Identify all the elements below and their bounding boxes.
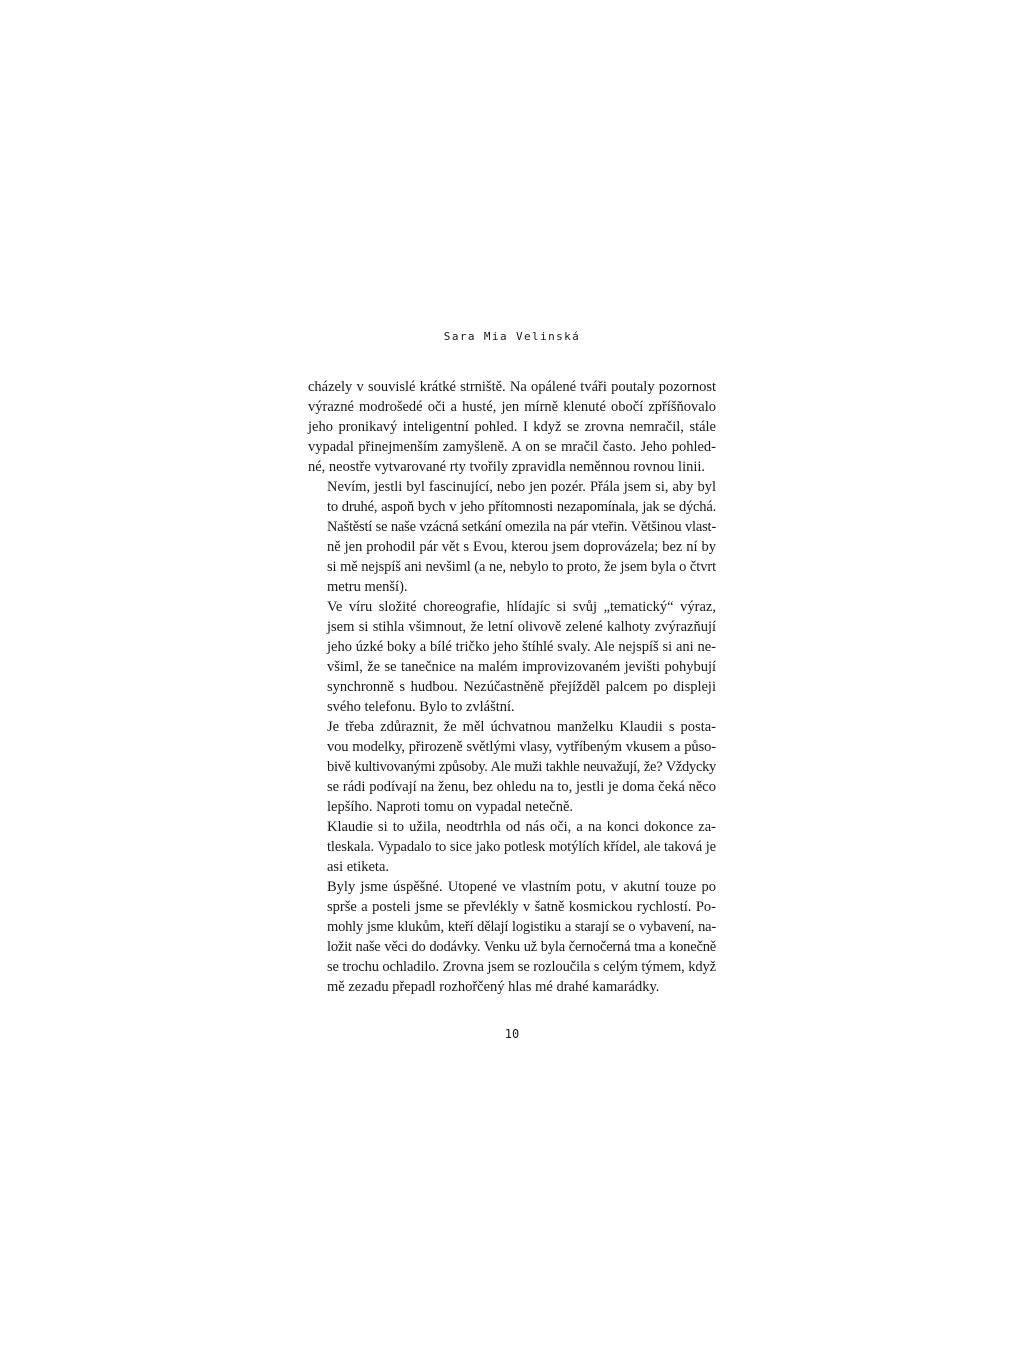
text-line: jeho pronikavý inteligentní pohled. I když se zrovna nemračil, stále <box>308 419 716 435</box>
paragraph <box>308 377 716 477</box>
text-line: Je třeba zdůraznit, že měl úchvatnou manželku Klaudii s posta- <box>327 719 716 735</box>
text-line: vou modelky, přirozeně světlými vlasy, vytříbeným vkusem a půso- <box>327 739 716 755</box>
paragraph <box>308 817 716 877</box>
body-text <box>308 377 716 997</box>
text-line: ložit naše věci do dodávky. Venku už byla černočerná tma a konečně <box>327 939 716 955</box>
text-line: synchronně s hudbou. Nezúčastněně přejížděl palcem po displeji <box>327 679 716 695</box>
text-line: jsem si stihla všimnout, že letní olivově zelené kalhoty zvýrazňují <box>327 619 716 635</box>
text-line: sprše a posteli jsme se převlékly v šatně kosmickou rychlostí. Po- <box>327 899 716 915</box>
text-line: bivě kultivovanými způsoby. Ale muži takhle neuvažují, že? Vždycky <box>327 759 716 775</box>
text-line: mě zezadu přepadl rozhořčený hlas mé drahé kamarádky. <box>327 979 660 995</box>
paragraph <box>308 877 716 997</box>
text-line: Klaudie si to užila, neodtrhla od nás oči, a na konci dokonce za- <box>327 819 716 835</box>
text-line: cházely v souvislé krátké strniště. Na opálené tváři poutaly pozornost <box>308 379 716 395</box>
text-line: svého telefonu. Bylo to zvláštní. <box>327 699 515 715</box>
text-line: mohly jsme klukům, kteří dělají logistiku a starají se o vybavení, na- <box>327 919 716 935</box>
text-line: všiml, že se tanečnice na malém improvizovaném jevišti pohybují <box>327 659 716 675</box>
text-line: se rádi podívají na ženu, bez ohledu na to, jestli je doma čeká něco <box>327 779 716 795</box>
text-line: tleskala. Vypadalo to sice jako potlesk motýlích křídel, ale taková je <box>327 839 716 855</box>
paragraph <box>308 477 716 597</box>
text-line: Ve víru složité choreografie, hlídajíc si svůj „tematický“ výraz, <box>327 599 716 615</box>
text-line: Byly jsme úspěšné. Utopené ve vlastním potu, v akutní touze po <box>327 879 716 895</box>
paragraph <box>308 717 716 817</box>
text-line: si mě nejspíš ani nevšiml (a ne, nebylo to proto, že jsem byla o čtvrt <box>327 559 716 575</box>
page-number: 10 <box>504 1027 520 1041</box>
text-line: vypadal přinejmenším zamyšleně. A on se mračil často. Jeho pohled- <box>308 439 716 455</box>
text-line: né, neostře vytvarované rty tvořily zpravidla neměnnou rovnou linii. <box>308 459 706 475</box>
running-head-author: Sara Mia Velinská <box>443 330 581 343</box>
text-line: jeho úzké boky a bílé tričko jeho štíhlé svaly. Ale nejspíš si ani ne- <box>327 639 716 655</box>
text-line: Naštěstí se naše vzácná setkání omezila na pár vteřin. Většinou vlast- <box>327 519 716 535</box>
text-line: ně jen prohodil pár vět s Evou, kterou jsem doprovázela; bez ní by <box>327 539 716 555</box>
text-line: výrazné modrošedé oči a husté, jen mírně klenuté obočí zpříšňovalo <box>308 399 716 415</box>
text-line: to druhé, aspoň bych v jeho přítomnosti nezapomínala, jak se dýchá. <box>327 499 716 515</box>
paragraph <box>308 597 716 717</box>
text-line: lepšího. Naproti tomu on vypadal netečně. <box>327 799 574 815</box>
text-line: asi etiketa. <box>327 859 390 875</box>
text-line: metru menší). <box>327 579 408 595</box>
text-line: se trochu ochladilo. Zrovna jsem se rozloučila s celým týmem, když <box>327 959 716 975</box>
text-line: Nevím, jestli byl fascinující, nebo jen pozér. Přála jsem si, aby byl <box>327 479 716 495</box>
